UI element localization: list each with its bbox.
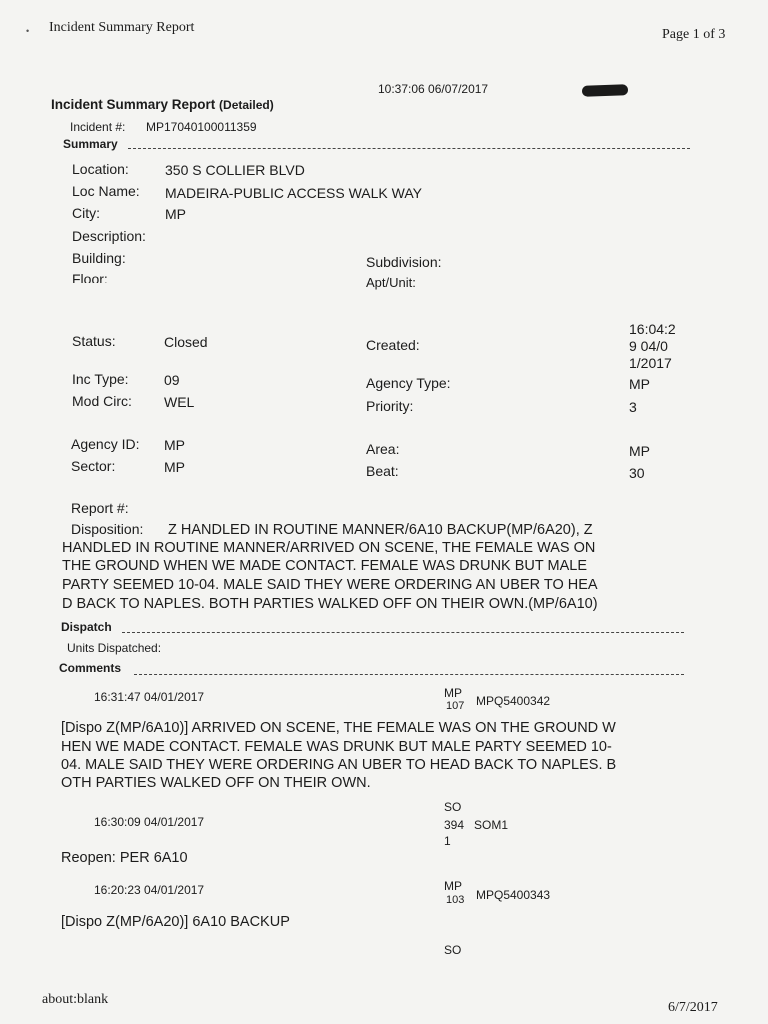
- disposition-line-4: PARTY SEEMED 10-04. MALE SAID THEY WERE ORDERING AN UBER TO HEA: [62, 577, 598, 593]
- comment-4-agency: SO: [444, 943, 462, 957]
- page-number: Page 1 of 3: [662, 27, 726, 42]
- comments-divider: [134, 674, 684, 675]
- comment-3-line-1: [Dispo Z(MP/6A20)] 6A10 BACKUP: [61, 914, 290, 930]
- disposition-line-3: THE GROUND WHEN WE MADE CONTACT. FEMALE WAS DRUNK BUT MALE: [62, 558, 587, 574]
- floor-label: Floor:: [72, 271, 108, 283]
- city-label: City:: [72, 205, 100, 221]
- agency-id-value: MP: [164, 437, 185, 453]
- report-title-main: Incident Summary Report: [51, 97, 216, 112]
- comment-1-time: 16:31:47 04/01/2017: [94, 690, 205, 704]
- comment-2-id: SOM1: [474, 818, 509, 832]
- created-line-3: 1/2017: [629, 355, 672, 371]
- comment-2-line-1: Reopen: PER 6A10: [61, 850, 188, 866]
- description-label: Description:: [72, 228, 146, 244]
- inc-type-value: 09: [164, 372, 180, 388]
- loc-name-label: Loc Name:: [72, 183, 140, 199]
- created-line-2: 9 04/0: [629, 338, 668, 354]
- agency-type-label: Agency Type:: [366, 375, 451, 391]
- comment-3-agency: MP: [444, 879, 462, 893]
- sector-label: Sector:: [71, 458, 116, 474]
- print-footer-date: 6/7/2017: [668, 1000, 718, 1015]
- comment-1-line-1: [Dispo Z(MP/6A10)] ARRIVED ON SCENE, THE FEMALE WAS ON THE GROUND W: [61, 720, 616, 736]
- status-value: Closed: [164, 334, 208, 350]
- area-label: Area:: [366, 441, 400, 457]
- location-label: Location:: [72, 161, 129, 177]
- created-label: Created:: [366, 337, 420, 353]
- comment-1-line-2: HEN WE MADE CONTACT. FEMALE WAS DRUNK BUT MALE PARTY SEEMED 10-: [61, 739, 612, 755]
- disposition-line-5: D BACK TO NAPLES. BOTH PARTIES WALKED OFF ON THEIR OWN.(MP/6A10): [62, 596, 598, 612]
- comment-2-agency: SO: [444, 800, 462, 814]
- area-value: MP: [629, 443, 650, 459]
- city-value: MP: [165, 206, 186, 222]
- comment-2-unit: 394: [444, 818, 465, 832]
- subdivision-label: Subdivision:: [366, 254, 442, 270]
- inc-type-label: Inc Type:: [72, 371, 129, 387]
- mod-circ-value: WEL: [164, 394, 195, 410]
- building-label: Building:: [72, 250, 126, 266]
- comment-3-unit: 103: [446, 894, 465, 906]
- sector-value: MP: [164, 459, 185, 475]
- incident-number-label: Incident #:: [70, 120, 126, 134]
- report-number-label: Report #:: [71, 500, 129, 516]
- comment-3-id: MPQ5400343: [476, 888, 551, 902]
- report-timestamp: 10:37:06 06/07/2017: [378, 82, 489, 96]
- units-dispatched-label: Units Dispatched:: [67, 641, 162, 655]
- location-value: 350 S COLLIER BLVD: [165, 162, 305, 178]
- comments-heading: Comments: [59, 661, 122, 675]
- priority-label: Priority:: [366, 398, 414, 414]
- redaction-mark: [582, 84, 628, 97]
- agency-type-value: MP: [629, 376, 650, 392]
- report-title-suffix: (Detailed): [219, 98, 274, 112]
- created-value: [629, 321, 676, 372]
- created-line-1: 16:04:2: [629, 321, 676, 337]
- beat-value: 30: [629, 465, 645, 481]
- comment-2-unit-extra: 1: [444, 834, 451, 848]
- status-label: Status:: [72, 333, 116, 349]
- disposition-line-2: HANDLED IN ROUTINE MANNER/ARRIVED ON SCENE, THE FEMALE WAS ON: [62, 540, 596, 556]
- comment-1-agency: MP: [444, 686, 462, 700]
- comment-1-line-4: OTH PARTIES WALKED OFF ON THEIR OWN.: [61, 775, 371, 791]
- dispatch-divider: [122, 632, 684, 633]
- comment-3-time: 16:20:23 04/01/2017: [94, 883, 205, 897]
- print-footer-url: about:blank: [42, 992, 109, 1007]
- summary-divider: [128, 148, 690, 149]
- comment-1-id: MPQ5400342: [476, 694, 551, 708]
- comment-1-unit: 107: [446, 700, 465, 712]
- disposition-label: Disposition:: [71, 521, 144, 537]
- mod-circ-label: Mod Circ:: [72, 393, 132, 409]
- report-title: [51, 97, 274, 112]
- comment-1-line-3: 04. MALE SAID THEY WERE ORDERING AN UBER TO HEAD BACK TO NAPLES. B: [61, 757, 617, 773]
- incident-number: MP17040100011359: [146, 120, 257, 134]
- agency-id-label: Agency ID:: [71, 436, 140, 452]
- dispatch-heading: Dispatch: [61, 620, 112, 634]
- beat-label: Beat:: [366, 463, 399, 479]
- print-header-title: Incident Summary Report: [49, 20, 195, 35]
- comment-2-time: 16:30:09 04/01/2017: [94, 815, 205, 829]
- loc-name-value: MADEIRA-PUBLIC ACCESS WALK WAY: [165, 185, 422, 201]
- summary-heading: Summary: [63, 137, 118, 151]
- apt-unit-label: Apt/Unit:: [366, 275, 416, 290]
- scan-mark: •: [26, 26, 30, 36]
- priority-value: 3: [629, 399, 637, 415]
- disposition-line-1: Z HANDLED IN ROUTINE MANNER/6A10 BACKUP(MP/6A20), Z: [168, 522, 593, 538]
